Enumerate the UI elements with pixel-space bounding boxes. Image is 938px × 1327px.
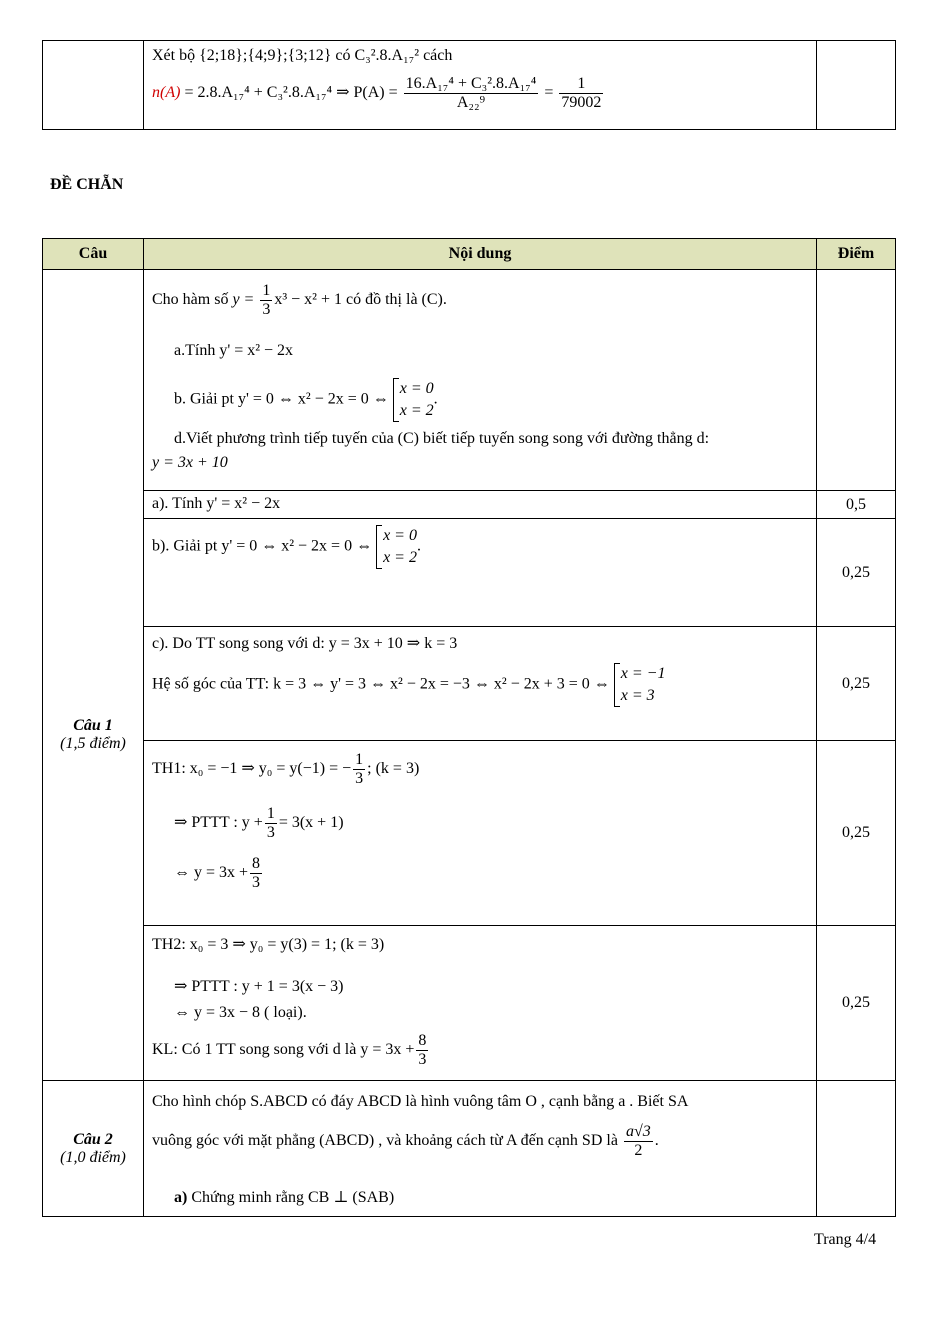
cau2-question-cell	[144, 1081, 817, 1217]
answer-th2-cell	[144, 926, 817, 1081]
cau1-label-cell	[43, 270, 144, 1081]
th1-points: 0,25	[817, 741, 896, 926]
answer-a-cell	[144, 491, 817, 519]
top-line-2: n(A) = 2.8.A₁₇⁴ + C₃².8.A₁₇⁴ ⇒ P(A) = $\frac{\text{16.A₁₇⁴ + C₃².8.A₁₇⁴}}{\text{A₂₂⁹}}$ = $\frac{1}{79002}$	[152, 75, 602, 111]
col-header-noi-dung: Nội dung	[144, 239, 817, 270]
top-table	[42, 40, 896, 130]
cau2-subtitle: (1,0 điểm)	[60, 1148, 126, 1166]
answer-a-points: 0,5	[817, 491, 896, 519]
result-fraction: $\frac{1}{79002}$	[561, 75, 602, 111]
cau2-label-cell	[43, 1081, 144, 1217]
cau2-line3: a) Chứng minh rằng CB ⊥ (SAB)	[174, 1189, 395, 1206]
probability-fraction: $\frac{\text{16.A₁₇⁴ + C₃².8.A₁₇⁴}}{\text{A₂₂⁹}}$	[405, 75, 537, 111]
th1-line3: ⇔ y = 3x + $\frac{8}{3}$	[174, 855, 261, 891]
question-d-line1: d.Viết phương trình tiếp tuyến của (C) biết tiếp tuyến song song với đường thẳng d:	[174, 430, 710, 447]
cau2-title: Câu 2	[73, 1130, 113, 1148]
answer-c-points: 0,25	[817, 627, 896, 741]
answer-table	[42, 238, 896, 1217]
question-d-line2: y = 3x + 10	[152, 454, 228, 471]
answer-b-points: 0,25	[817, 519, 896, 627]
th2-line2: ⇒ PTTT : y + 1 = 3(x − 3)	[174, 978, 344, 995]
th2-points: 0,25	[817, 926, 896, 1081]
cau1-question-cell	[144, 270, 817, 491]
col-header-cau: Câu	[43, 239, 144, 270]
answer-c-line1: c). Do TT song song với d: y = 3x + 10 ⇒ k = 3	[152, 635, 458, 652]
cau2-line1: Cho hình chóp S.ABCD có đáy ABCD là hình vuông tâm O , cạnh bằng a . Biết SA	[152, 1093, 689, 1110]
question-b: b. Giải pt y' = 0 ⇔ x² − 2x = 0 ⇔ x = 0 x = 2 .	[174, 378, 438, 422]
top-line-1: Xét bộ {2;18};{4;9};{3;12} có C₃².8.A₁₇² cách	[152, 47, 453, 64]
cau1-intro: Cho hàm số y = $\frac{1}{3}$ x³ − x² + 1 có đồ thị là (C).	[152, 282, 447, 318]
th2-line1: TH2: x₀ = 3 ⇒ y₀ = y(3) = 1; (k = 3)	[152, 936, 385, 953]
section-heading: ĐỀ CHẴN	[50, 176, 124, 193]
answer-c-line2: Hệ số góc của TT: k = 3 ⇔ y' = 3 ⇔ x² − 2x = −3 ⇔ x² − 2x + 3 = 0 ⇔ x = −1 x = 3	[152, 663, 665, 707]
th1-line2: ⇒ PTTT : y + $\frac{1}{3}$ = 3(x + 1)	[174, 805, 344, 841]
cau1-subtitle: (1,5 điểm)	[60, 735, 126, 752]
answer-b-cell	[144, 519, 817, 627]
th1-line1: TH1: x₀ = −1 ⇒ y₀ = y(−1) = − $\frac{1}{3}$ ; (k = 3)	[152, 751, 420, 787]
th2-line3: ⇔ y = 3x − 8 ( loại).	[174, 1004, 307, 1021]
answer-th1-cell	[144, 741, 817, 926]
cau1-title: Câu 1	[73, 717, 113, 734]
answer-c-cell	[144, 627, 817, 741]
top-cau-cell	[43, 41, 144, 130]
cau1-question-points	[817, 270, 896, 491]
page-footer: Trang 4/4	[814, 1231, 877, 1248]
answer-b: b). Giải pt y' = 0 ⇔ x² − 2x = 0 ⇔ x = 0 x = 2 .	[152, 525, 421, 569]
cau2-points	[817, 1081, 896, 1217]
th2-conclusion: KL: Có 1 TT song song với d là y = 3x + $\frac{8}{3}$	[152, 1032, 427, 1068]
top-points-cell	[817, 41, 896, 130]
answer-a: a). Tính y' = x² − 2x	[152, 495, 281, 512]
cau2-line2: vuông góc với mặt phẳng (ABCD) , và khoảng cách từ A đến cạnh SD là $\frac{a√3}{2}$ .	[152, 1123, 659, 1159]
col-header-diem: Điểm	[817, 239, 896, 270]
question-a: a.Tính y' = x² − 2x	[174, 342, 294, 359]
n-a-label: n(A)	[152, 83, 181, 101]
top-content-cell	[144, 41, 817, 130]
